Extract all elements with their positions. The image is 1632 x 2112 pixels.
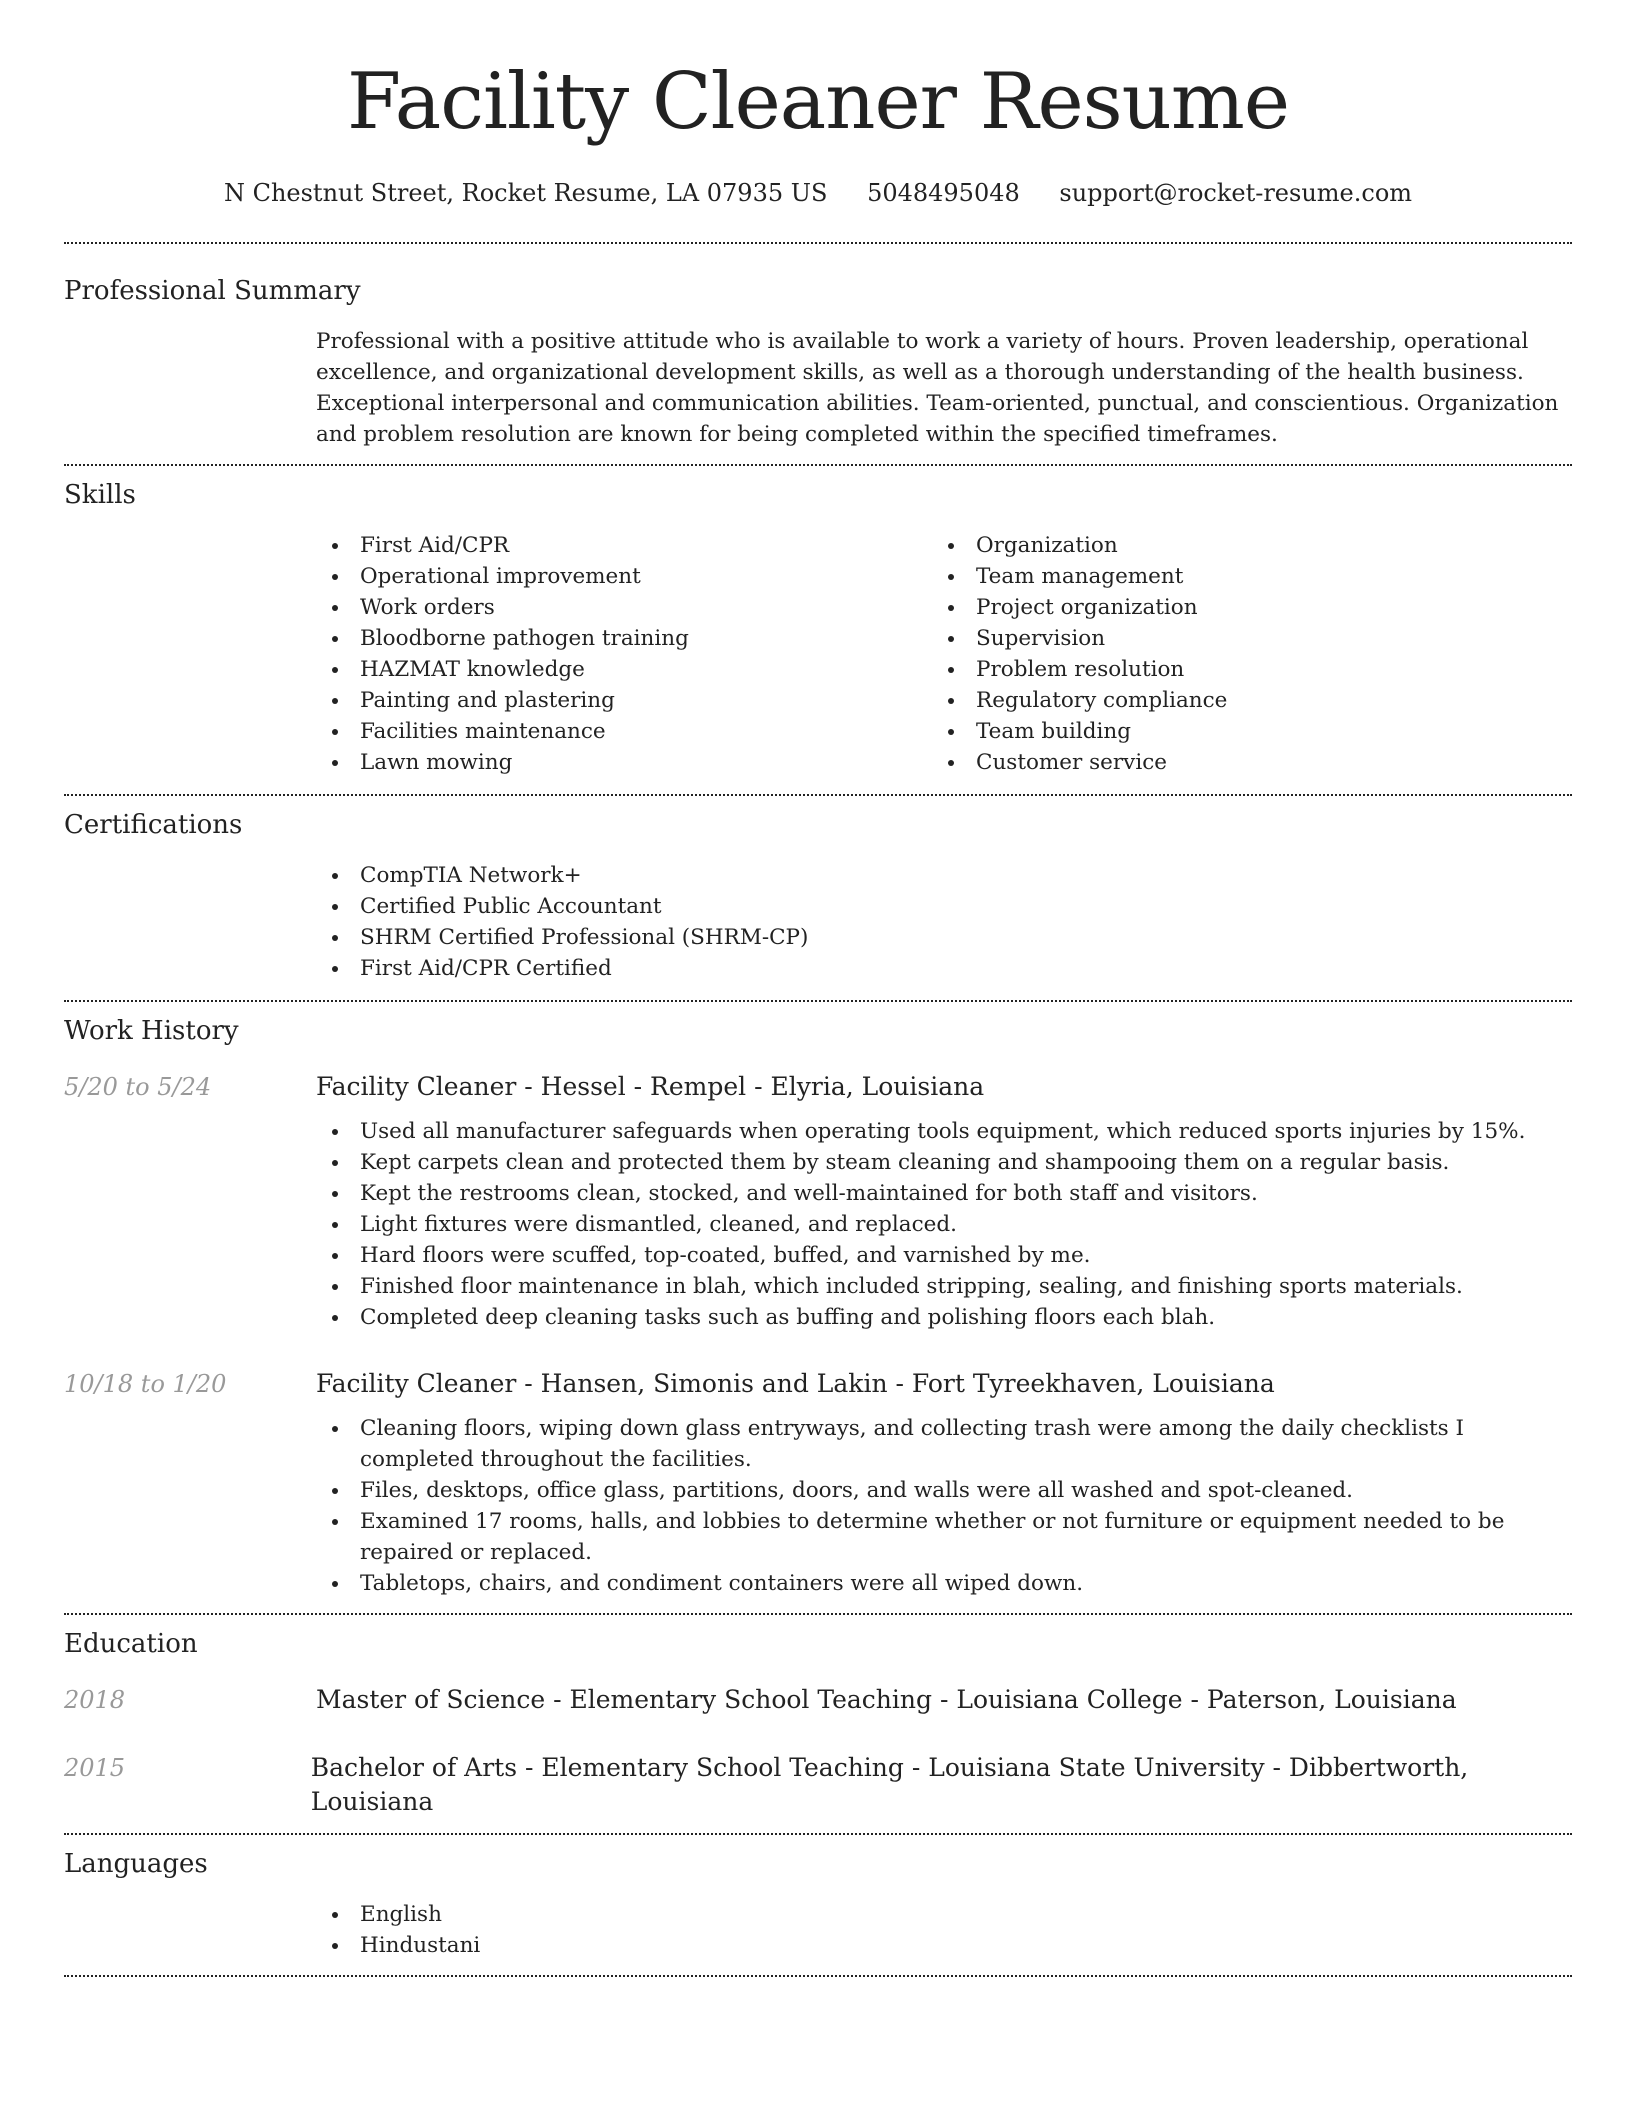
resume-title: Facility Cleaner Resume [346, 57, 1290, 147]
resume-page [64, 0, 1572, 1977]
list-item: Kept the restrooms clean, stocked, and well-maintained for both staff and visitors. [316, 1178, 1572, 1209]
list-item: Light fixtures were dismantled, cleaned, and replaced. [316, 1209, 1572, 1240]
list-item: HAZMAT knowledge [316, 654, 932, 685]
list-item: Kept carpets clean and protected them by steam cleaning and shampooing them on a regular basis. [316, 1147, 1572, 1178]
list-item: Problem resolution [932, 654, 1548, 685]
job-title: Facility Cleaner - Hansen, Simonis and Lakin - Fort Tyreekhaven, Louisiana [316, 1369, 1275, 1398]
list-item: Team management [932, 561, 1548, 592]
contact-phone: 5048495048 [867, 179, 1020, 207]
list-item: Supervision [932, 623, 1548, 654]
list-item: SHRM Certified Professional (SHRM-CP) [316, 922, 1572, 953]
job-title: Facility Cleaner - Hessel - Rempel - Elyria, Louisiana [316, 1072, 985, 1101]
education-degree: Bachelor of Arts - Elementary School Teaching - Louisiana State University - Dibbertworth, Louisiana [310, 1753, 1469, 1816]
list-item: Hard floors were scuffed, top-coated, buffed, and varnished by me. [316, 1240, 1572, 1271]
job-bullets [316, 1104, 1572, 1333]
list-item: Customer service [932, 747, 1548, 778]
education-entry [64, 1661, 1572, 1717]
certifications-section [64, 796, 1572, 1000]
list-item: English [316, 1899, 1572, 1930]
languages-section [64, 1835, 1572, 1975]
education-year: 2018 [64, 1686, 126, 1714]
languages-list [316, 1899, 1572, 1961]
section-title-work: Work History [64, 1016, 239, 1046]
list-item: First Aid/CPR [316, 530, 932, 561]
job-bullets [316, 1401, 1572, 1599]
list-item: Tabletops, chairs, and condiment containers were all wiped down. [316, 1568, 1572, 1599]
contact-line [64, 178, 1572, 208]
contact-address: N Chestnut Street, Rocket Resume, LA 07935 US [223, 179, 828, 207]
list-item: CompTIA Network+ [316, 860, 1572, 891]
list-item: Painting and plastering [316, 685, 932, 716]
list-item: Examined 17 rooms, halls, and lobbies to determine whether or not furniture or equipment needed to be repaired or replaced. [316, 1506, 1572, 1568]
list-item: Files, desktops, office glass, partitions, doors, and walls were all washed and spot-cleaned. [316, 1475, 1572, 1506]
list-item: Facilities maintenance [316, 716, 932, 747]
list-item: Hindustani [316, 1930, 1572, 1961]
education-degree: Master of Science - Elementary School Teaching - Louisiana College - Paterson, Louisiana [316, 1685, 1457, 1714]
section-title-education: Education [64, 1629, 198, 1659]
list-item: Team building [932, 716, 1548, 747]
education-entry [64, 1717, 1572, 1833]
summary-text: Professional with a positive attitude who is available to work a variety of hours. Proven leadership, operational excellence, and organizational development skills, as well as a thorough understanding of the health business. Exceptional interpersonal and communication abilities. Team-oriented, punctual, and conscientious. Organization and problem resolution are known for being completed within the specified timeframes. [316, 329, 1559, 447]
list-item: Cleaning floors, wiping down glass entryways, and collecting trash were among the daily checklists I completed throughout the facilities. [316, 1413, 1572, 1475]
skills-list-right [932, 530, 1548, 778]
list-item: Lawn mowing [316, 747, 932, 778]
section-title-languages: Languages [64, 1849, 208, 1879]
list-item: Bloodborne pathogen training [316, 623, 932, 654]
education-section [64, 1615, 1572, 1833]
skills-list-left [316, 530, 932, 778]
list-item: Operational improvement [316, 561, 932, 592]
summary-section [64, 244, 1572, 464]
certifications-list [316, 860, 1572, 984]
work-history-section [64, 1002, 1572, 1613]
skills-section [64, 466, 1572, 794]
list-item: Work orders [316, 592, 932, 623]
list-item: Organization [932, 530, 1548, 561]
list-item: Project organization [932, 592, 1548, 623]
list-item: Completed deep cleaning tasks such as buffing and polishing floors each blah. [316, 1302, 1572, 1333]
list-item: Finished floor maintenance in blah, which included stripping, sealing, and finishing sports materials. [316, 1271, 1572, 1302]
list-item: Certified Public Accountant [316, 891, 1572, 922]
resume-header [64, 0, 1572, 208]
section-title-certifications: Certifications [64, 810, 243, 840]
section-title-skills: Skills [64, 480, 136, 510]
job-dates: 10/18 to 1/20 [64, 1370, 227, 1398]
section-title-summary: Professional Summary [64, 276, 361, 306]
contact-email: support@rocket-resume.com [1059, 179, 1413, 207]
job-entry [64, 1048, 1572, 1333]
education-year: 2015 [64, 1754, 126, 1782]
list-item: First Aid/CPR Certified [316, 953, 1572, 984]
list-item: Regulatory compliance [932, 685, 1548, 716]
list-item: Used all manufacturer safeguards when operating tools equipment, which reduced sports injuries by 15%. [316, 1116, 1572, 1147]
divider [64, 1975, 1572, 1977]
job-entry [64, 1333, 1572, 1613]
job-dates: 5/20 to 5/24 [64, 1073, 212, 1101]
